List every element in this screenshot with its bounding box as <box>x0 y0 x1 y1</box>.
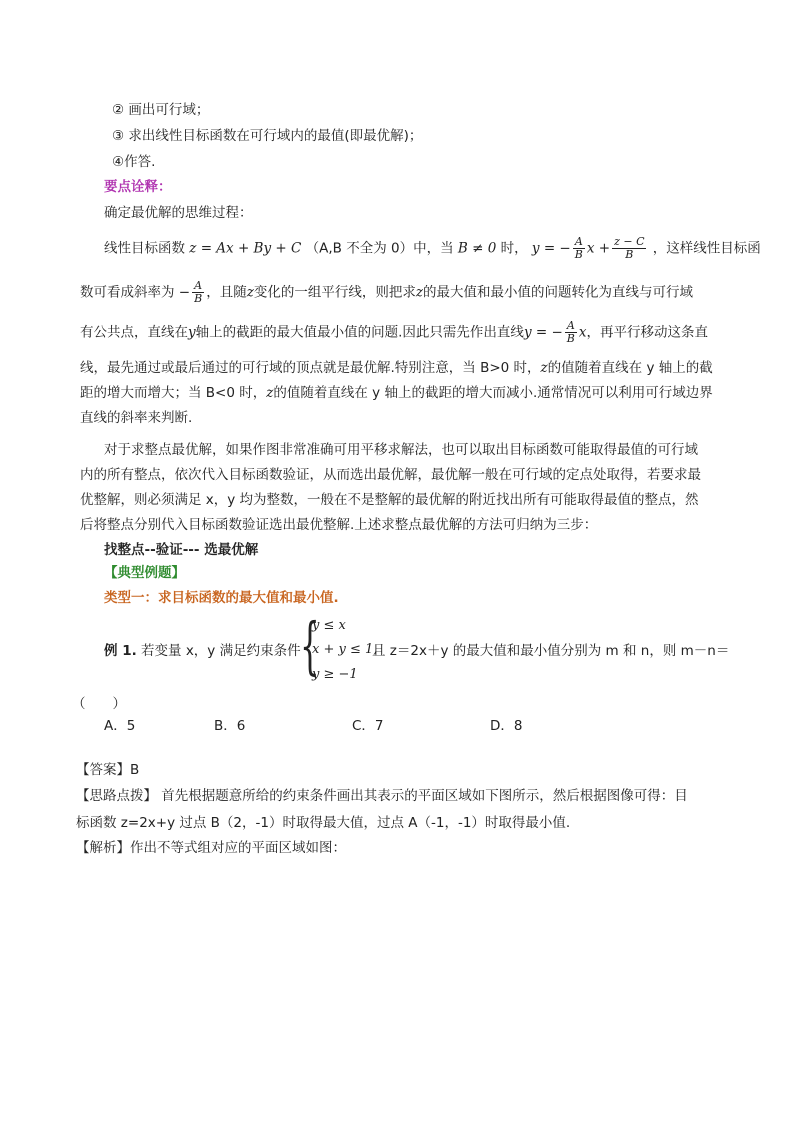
fraction-a-over-b: $\frac{A}{B}$ <box>574 235 583 261</box>
step-3: ③ 求出线性目标函数在可行域内的最值(即最优解)； <box>112 128 423 144</box>
kp-line-6: 直线的斜率来判断. <box>80 410 193 426</box>
example-1-question: 且 z＝2x＋y 的最大值和最小值分别为 m 和 n，则 m－n＝ <box>372 643 730 659</box>
answer: 【答案】B <box>76 762 140 778</box>
left-brace: { <box>300 609 320 682</box>
integer-para-4: 后将整点分别代入目标函数验证选出最优整解.上述求整点最优解的方法可归纳为三步： <box>80 517 598 533</box>
fraction-z-c-over-b: $\frac{z - C}{B}$ <box>614 235 645 261</box>
constraint-2: x + y ≤ 1, <box>312 642 378 657</box>
three-steps: 找整点--验证--- 选最优解 <box>104 542 259 558</box>
example-label: 例 1. <box>104 643 137 659</box>
step-4: ④作答. <box>112 154 156 170</box>
analysis: 【解析】作出不等式组对应的平面区域如图： <box>76 840 346 856</box>
option-c: C．7 <box>352 718 384 734</box>
kp-line-5: 距的增大而增大；当 B<0 时，z的值随着直线在 y 轴上的截距的增大而减小.通常情况可以利用可行域边界 <box>80 385 713 401</box>
constraint-1: y ≤ x <box>312 618 346 633</box>
example-1: 例 1. 若变量 x，y 满足约束条件 <box>104 643 301 659</box>
line-fraction: $\frac{A}{B}$ <box>566 319 575 345</box>
type-one-heading: 类型一：求目标函数的最大值和最小值. <box>104 590 339 606</box>
constraint-3: y ≥ −1 <box>312 667 358 682</box>
option-a: A．5 <box>104 718 136 734</box>
step-2: ② 画出可行域； <box>112 102 210 118</box>
hint-line-2: 标函数 z=2x+y 过点 B（2，-1）时取得最大值，过点 A（-1，-1）时取得最小值. <box>76 815 571 831</box>
condition: B ≠ 0 <box>457 240 497 257</box>
key-points-heading: 要点诠释： <box>104 179 172 195</box>
option-b: B．6 <box>214 718 246 734</box>
objective-function: z = Ax + By + C <box>189 240 302 257</box>
hint-line-1: 【思路点拨】 首先根据题意所给的约束条件画出其表示的平面区域如下图所示，然后根据图像可得：目 <box>76 788 688 804</box>
integer-para-3: 优整解，则必须满足 x，y 均为整数，一般在不是整解的最优解的附近找出所有可能取得最值的整点，然 <box>80 492 699 508</box>
typical-examples-heading: 【典型例题】 <box>104 565 185 581</box>
key-points-intro: 确定最优解的思维过程： <box>104 205 253 221</box>
option-d: D．8 <box>490 718 523 734</box>
kp-line-1: 线性目标函数 z = Ax + By + C （A,B 不全为 0）中，当 B ≠ 0 时， y = − $\frac{A}{B}$ x + $\frac{z - C}{B}$ ，这样线性目标函 <box>104 235 761 261</box>
kp-line-4: 线，最先通过或最后通过的可行域的顶点就是最优解.特别注意，当 B>0 时，z的值随着直线在 y 轴上的截 <box>80 360 713 376</box>
kp-line-3: 有公共点，直线在y轴上的截距的最大值最小值的问题.因此只需先作出直线y = − $\frac{A}{B}$ x，再平行移动这条直 <box>80 319 708 345</box>
integer-para-2: 内的所有整点，依次代入目标函数验证，从而选出最优解，最优解一般在可行域的定点处取得，若要求最 <box>80 467 701 483</box>
constraint-system <box>300 609 378 686</box>
kp-line-2: 数可看成斜率为 − $\frac{A}{B}$ ，且随z变化的一组平行线，则把求z的最大值和最小值的问题转化为直线与可行域 <box>80 279 693 305</box>
slope-fraction: $\frac{A}{B}$ <box>194 279 203 305</box>
answer-paren: （ ） <box>72 696 126 712</box>
integer-para-1: 对于求整点最优解，如果作图非常准确可用平移求解法，也可以取出目标函数可能取得最值的可行域 <box>104 442 698 458</box>
